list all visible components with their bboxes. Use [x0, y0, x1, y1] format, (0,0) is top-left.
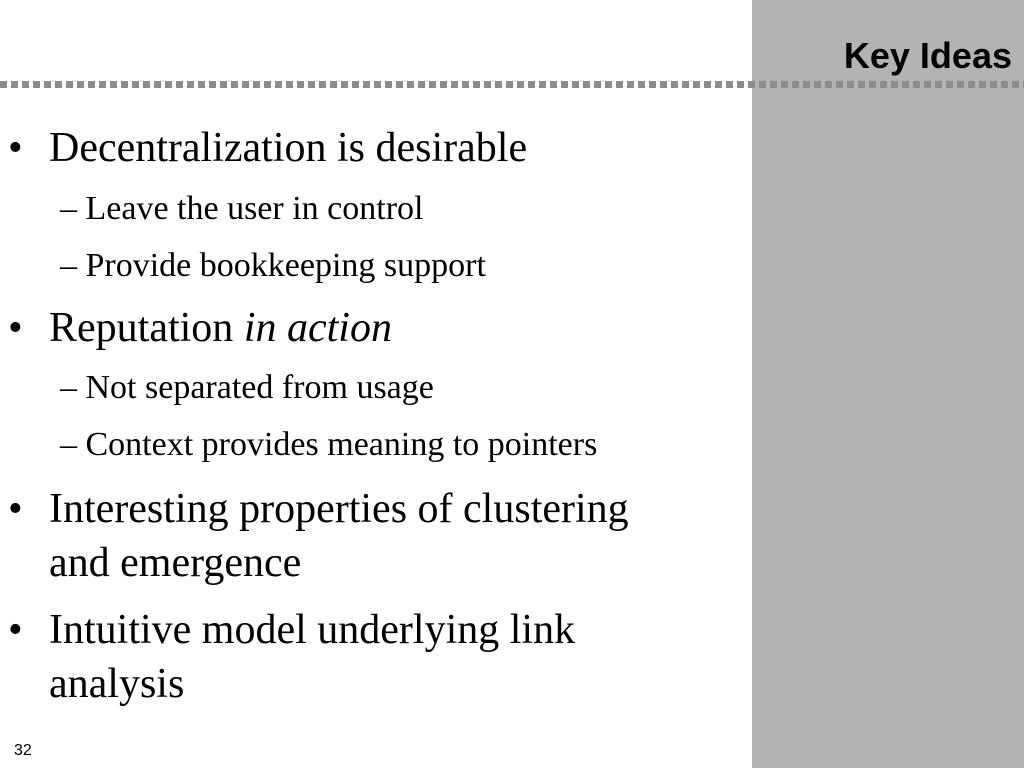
bullet-text-line-1: Intuitive model underlying link — [49, 607, 576, 653]
side-panel — [752, 0, 1024, 768]
bullet-text: Decentralization is desirable — [49, 125, 528, 171]
subpoint-text: Leave the user in control — [85, 190, 424, 227]
subpoint-user-control — [60, 187, 423, 231]
subpoint-text: Provide bookkeeping support — [85, 247, 486, 284]
bullet-mark: • — [8, 305, 23, 351]
dash-mark: – — [60, 247, 77, 284]
subpoint-text: Not separated from usage — [85, 369, 434, 406]
subpoint-usage — [60, 366, 434, 410]
dash-mark: – — [60, 190, 77, 227]
subpoint-bookkeeping — [60, 244, 486, 288]
bullet-text-line-1: Interesting properties of clustering — [49, 486, 629, 532]
bullet-mark: • — [8, 125, 23, 171]
bullet-mark: • — [8, 486, 23, 532]
bullet-text — [49, 301, 392, 355]
dash-mark: – — [60, 426, 77, 463]
subpoint-context — [60, 423, 597, 467]
bullet-text-italic: in action — [243, 305, 392, 351]
bullet-mark: • — [8, 607, 23, 653]
bullet-text-line-2: analysis — [49, 661, 185, 707]
bullet-text-regular: Reputation — [49, 305, 244, 351]
subpoint-text: Context provides meaning to pointers — [85, 426, 598, 463]
title-divider — [0, 80, 1024, 89]
bullet-text-line-2: and emergence — [49, 540, 302, 586]
page-number: 32 — [14, 742, 32, 759]
dash-mark: – — [60, 369, 77, 406]
slide-title: Key Ideas — [843, 35, 1012, 76]
